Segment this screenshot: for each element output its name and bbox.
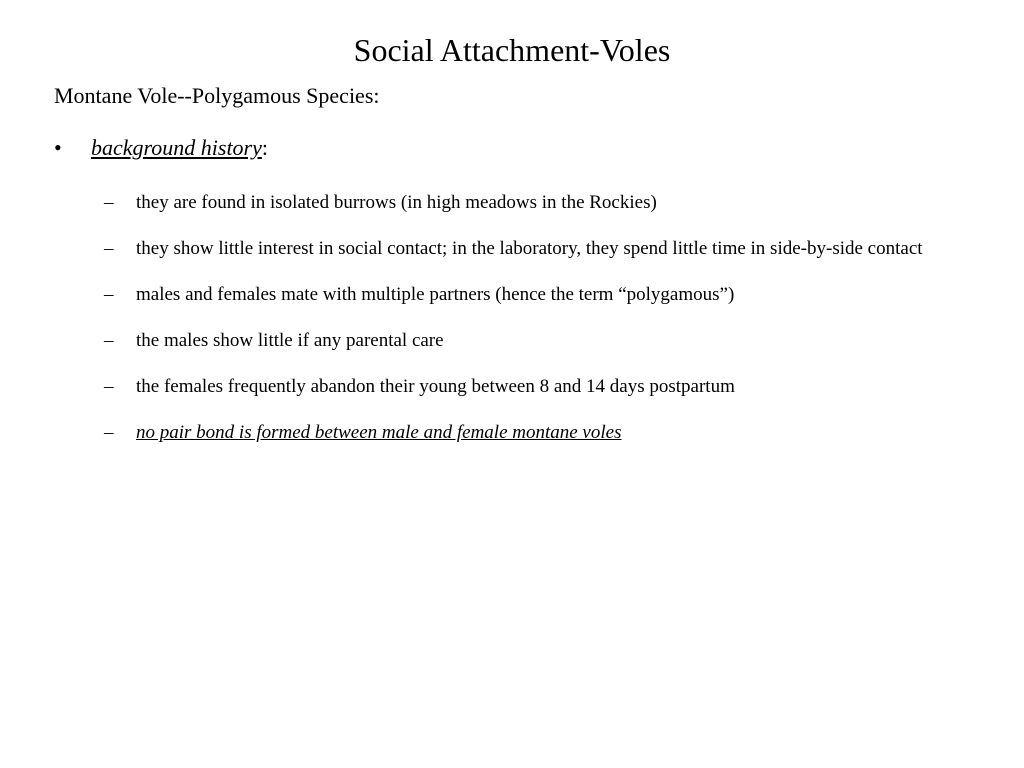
sub-point-text: the males show little if any parental care xyxy=(136,330,444,351)
sub-point-list xyxy=(104,182,964,458)
sub-point xyxy=(104,320,964,361)
sub-point-text: they are found in isolated burrows (in high meadows in the Rockies) xyxy=(136,192,657,213)
sub-point xyxy=(104,182,964,223)
sub-point-text: the females frequently abandon their young between 8 and 14 days postpartum xyxy=(136,376,735,397)
sub-point xyxy=(104,274,964,315)
dash-marker: – xyxy=(104,330,114,351)
sub-point-emphasis xyxy=(104,412,964,453)
dash-marker: – xyxy=(104,192,114,213)
sub-point xyxy=(104,228,964,269)
bullet-item xyxy=(54,134,954,162)
dash-marker: – xyxy=(104,422,114,443)
sub-point-text: males and females mate with multiple partners (hence the term “polygamous”) xyxy=(136,284,735,305)
dash-marker: – xyxy=(104,376,114,397)
sub-point-text: no pair bond is formed between male and female montane voles xyxy=(136,422,622,443)
bullet-suffix: : xyxy=(261,135,269,160)
sub-point-text: they show little interest in social contact; in the laboratory, they spend little time in side-by-side contact xyxy=(136,238,923,259)
dash-marker: – xyxy=(104,238,114,259)
bullet-label: background history xyxy=(91,135,262,160)
slide-subtitle: Montane Vole--Polygamous Species: xyxy=(54,83,380,108)
slide-title: Social Attachment-Voles xyxy=(353,32,671,68)
dash-marker: – xyxy=(104,284,114,305)
sub-point xyxy=(104,366,964,407)
bullet-marker: • xyxy=(54,135,62,160)
